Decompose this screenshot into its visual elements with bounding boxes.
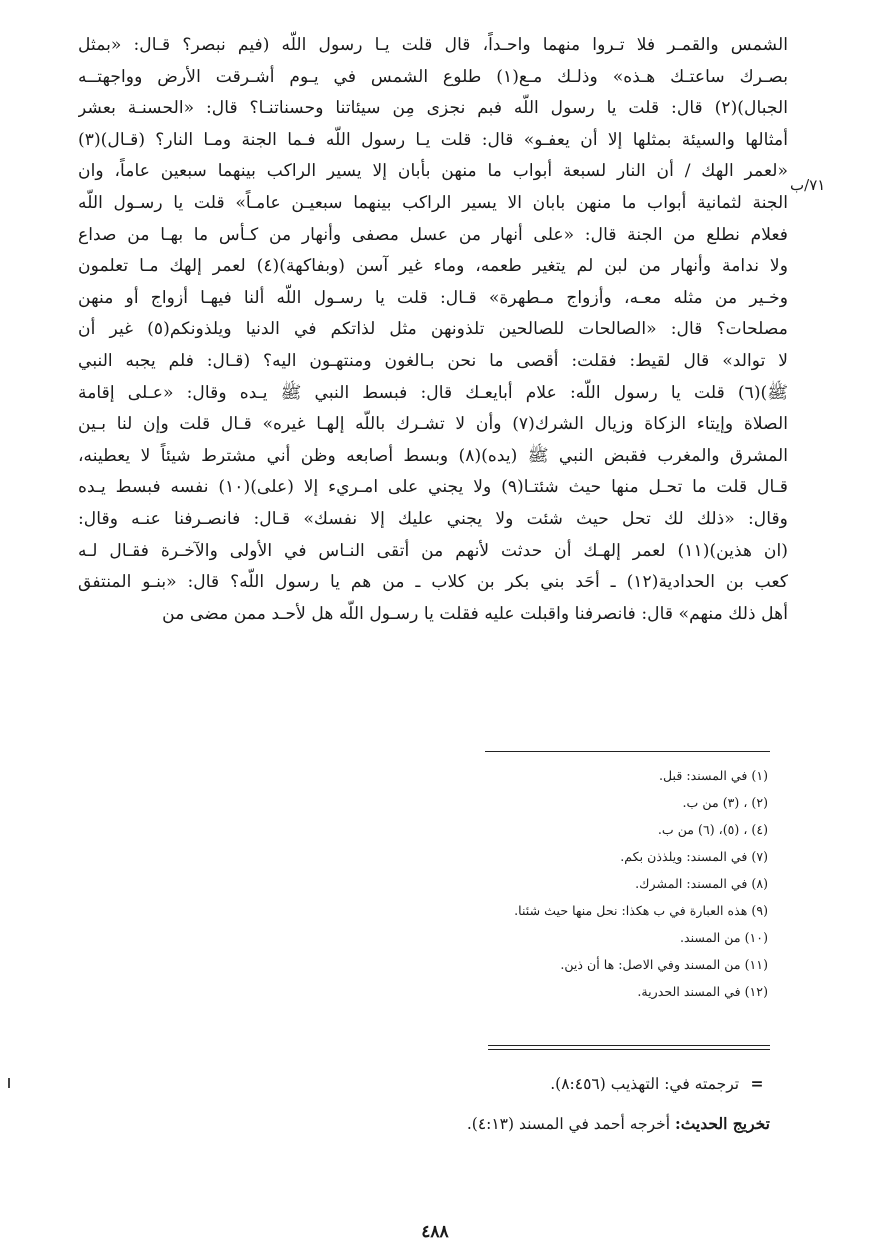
text-line: قـال قلت ما تحـل منها حيث شئتـا(٩) ولا يجني على امـريء إلا (على)(١٠) نفسه فبسط يـده — [78, 477, 788, 498]
footnote: (١) في المسند: قبل. — [659, 768, 768, 783]
equals-mark: = — [750, 1074, 764, 1093]
footnotes — [400, 762, 768, 1005]
biblio-separator-bottom — [488, 1049, 770, 1050]
text-line: (ان هذين)(١١) لعمر إلهـك أن حدثت لأنهم من أتقى النـاس في الأولى والآخـرة فقـال لـه — [78, 540, 788, 561]
footnote: (٩) هذه العبارة في ب هكذا: نحل منها حيث شئنا. — [514, 903, 768, 918]
translation-text: ترجمته في: التهذيب (٨:٤٥٦). — [550, 1075, 740, 1093]
page-number: ٤٨٨ — [421, 1222, 449, 1242]
text-line: وخـير من مثله معـه، وأزواج مـطهرة» قـال: قلت يا رسـول اللّه ألنا فيهـا أزواج أو منهن — [78, 287, 788, 308]
takhrij-note — [380, 1104, 770, 1144]
text-line: وقال: «ذلك لك تحل حيث شئت ولا يجني عليك إلا نفسك» قـال: فانصـرفنا عنـه وقال: — [78, 508, 788, 529]
text-line: فعلام نطلع من الجنة قال: «على أنهار من عسل مصفى وأنهار من كـأس ما بهـا من صداع — [78, 224, 788, 245]
footnote: (٧) في المسند: ويلذذن بكم. — [620, 849, 768, 864]
takhrij-label: تخريج الحديث: — [674, 1114, 770, 1133]
text-line: ولا ندامة وأنهار من لبن لم يتغير طعمه، وماء غير آسن (وبفاكهة)(٤) لعمر إلهك مـا تعلمون — [78, 256, 788, 277]
text-line: الجبال)(٢) قال: قلت يا رسول اللّه فبم نجزى مِن سيئاتنا وحسناتنـا؟ قال: «الحسنـة بعشر — [78, 98, 788, 119]
text-line: بصـرك ساعتـك هـذه» وذلـك مـع(١) طلوع الشمس في يـوم أشـرقت الأرض وواجهتــه — [78, 66, 788, 87]
main-text-block — [78, 30, 788, 630]
text-line: الجنة لثمانية أبواب ما منهن بابان الا يسير الراكب بينهما سبعيـن عامـاً» قلت يا رسـول اللّه — [78, 192, 788, 213]
text-line: الصلاة وإيتاء الزكاة وزيال الشرك(٧) وأن لا تشـرك باللّه إلهـا غيره» قـال قلت وإن لنا بـين — [78, 414, 788, 435]
bibliographic-notes — [380, 1064, 770, 1144]
scan-edge-mark — [8, 1078, 10, 1088]
takhrij-text: أخرجه أحمد في المسند (٤:١٣). — [466, 1115, 671, 1133]
footnote: (٢) ، (٣) من ب. — [682, 795, 768, 810]
text-line: المشرق والمغرب فقبض النبي ﷺ (يده)(٨) وبسط أصابعه وظن أني مشترط شيئاً لا يعطينه، — [78, 445, 788, 466]
footnote: (١٠) من المسند. — [680, 930, 768, 945]
text-line: أهل ذلك منهم» قال: فانصرفنا واقبلت عليه فقلت يا رسـول اللّه هل لأحـد ممن مضى من — [162, 603, 788, 624]
footnote: (٤) ، (٥)، (٦) من ب. — [657, 822, 768, 837]
footnote: (١١) من المسند وفي الاصل: ها أن ذين. — [560, 957, 768, 972]
footnote: (٨) في المسند: المشرك. — [635, 876, 768, 891]
text-line: الشمس والقمـر فلا تـروا منهما واحـداً، قال قلت يـا رسول اللّه (فيم نبصر؟ قـال: «بمثل — [78, 35, 788, 55]
translation-note — [380, 1064, 770, 1104]
text-line: «لعمر الهك / أن النار لسبعة أبواب ما منهن بأبان إلا يسير الراكب بينهما سبعين عاماً، وان — [78, 161, 788, 182]
footnote-separator — [485, 751, 770, 752]
text-line: مصلحات؟ قال: «الصالحات للصالحين تلذونهن مثل لذاتكم في الدنيا ويلذونكم(٥) غير أن — [78, 319, 788, 340]
biblio-separator-top — [488, 1045, 770, 1046]
text-line: ﷺ)(٦) قلت يا رسول اللّه: علام أبايعـك قال: فبسط النبي ﷺ يـده وقال: «عـلى إقامة — [78, 382, 788, 403]
text-line: لا توالد» قال لقيط: فقلت: أقصى ما نحن بـالغون ومنتهـون اليه؟ (قـال: فلم يجبه النبي — [78, 350, 788, 371]
margin-folio-note: ٧١/ب — [790, 176, 826, 194]
footnote: (١٢) في المسند الحدرية. — [637, 984, 768, 999]
text-line: أمثالها والسيئة بمثلها إلا أن يعفـو» قال: قلت يـا رسول اللّه فـما الجنة ومـا النار؟ (قـال)(٣) — [78, 129, 788, 150]
text-line: كعب بن الحدادية(١٢) ـ أحَد بني بكر بن كلاب ـ من هم يا رسول اللّه؟ قال: «بنـو المنتفق — [78, 572, 788, 593]
